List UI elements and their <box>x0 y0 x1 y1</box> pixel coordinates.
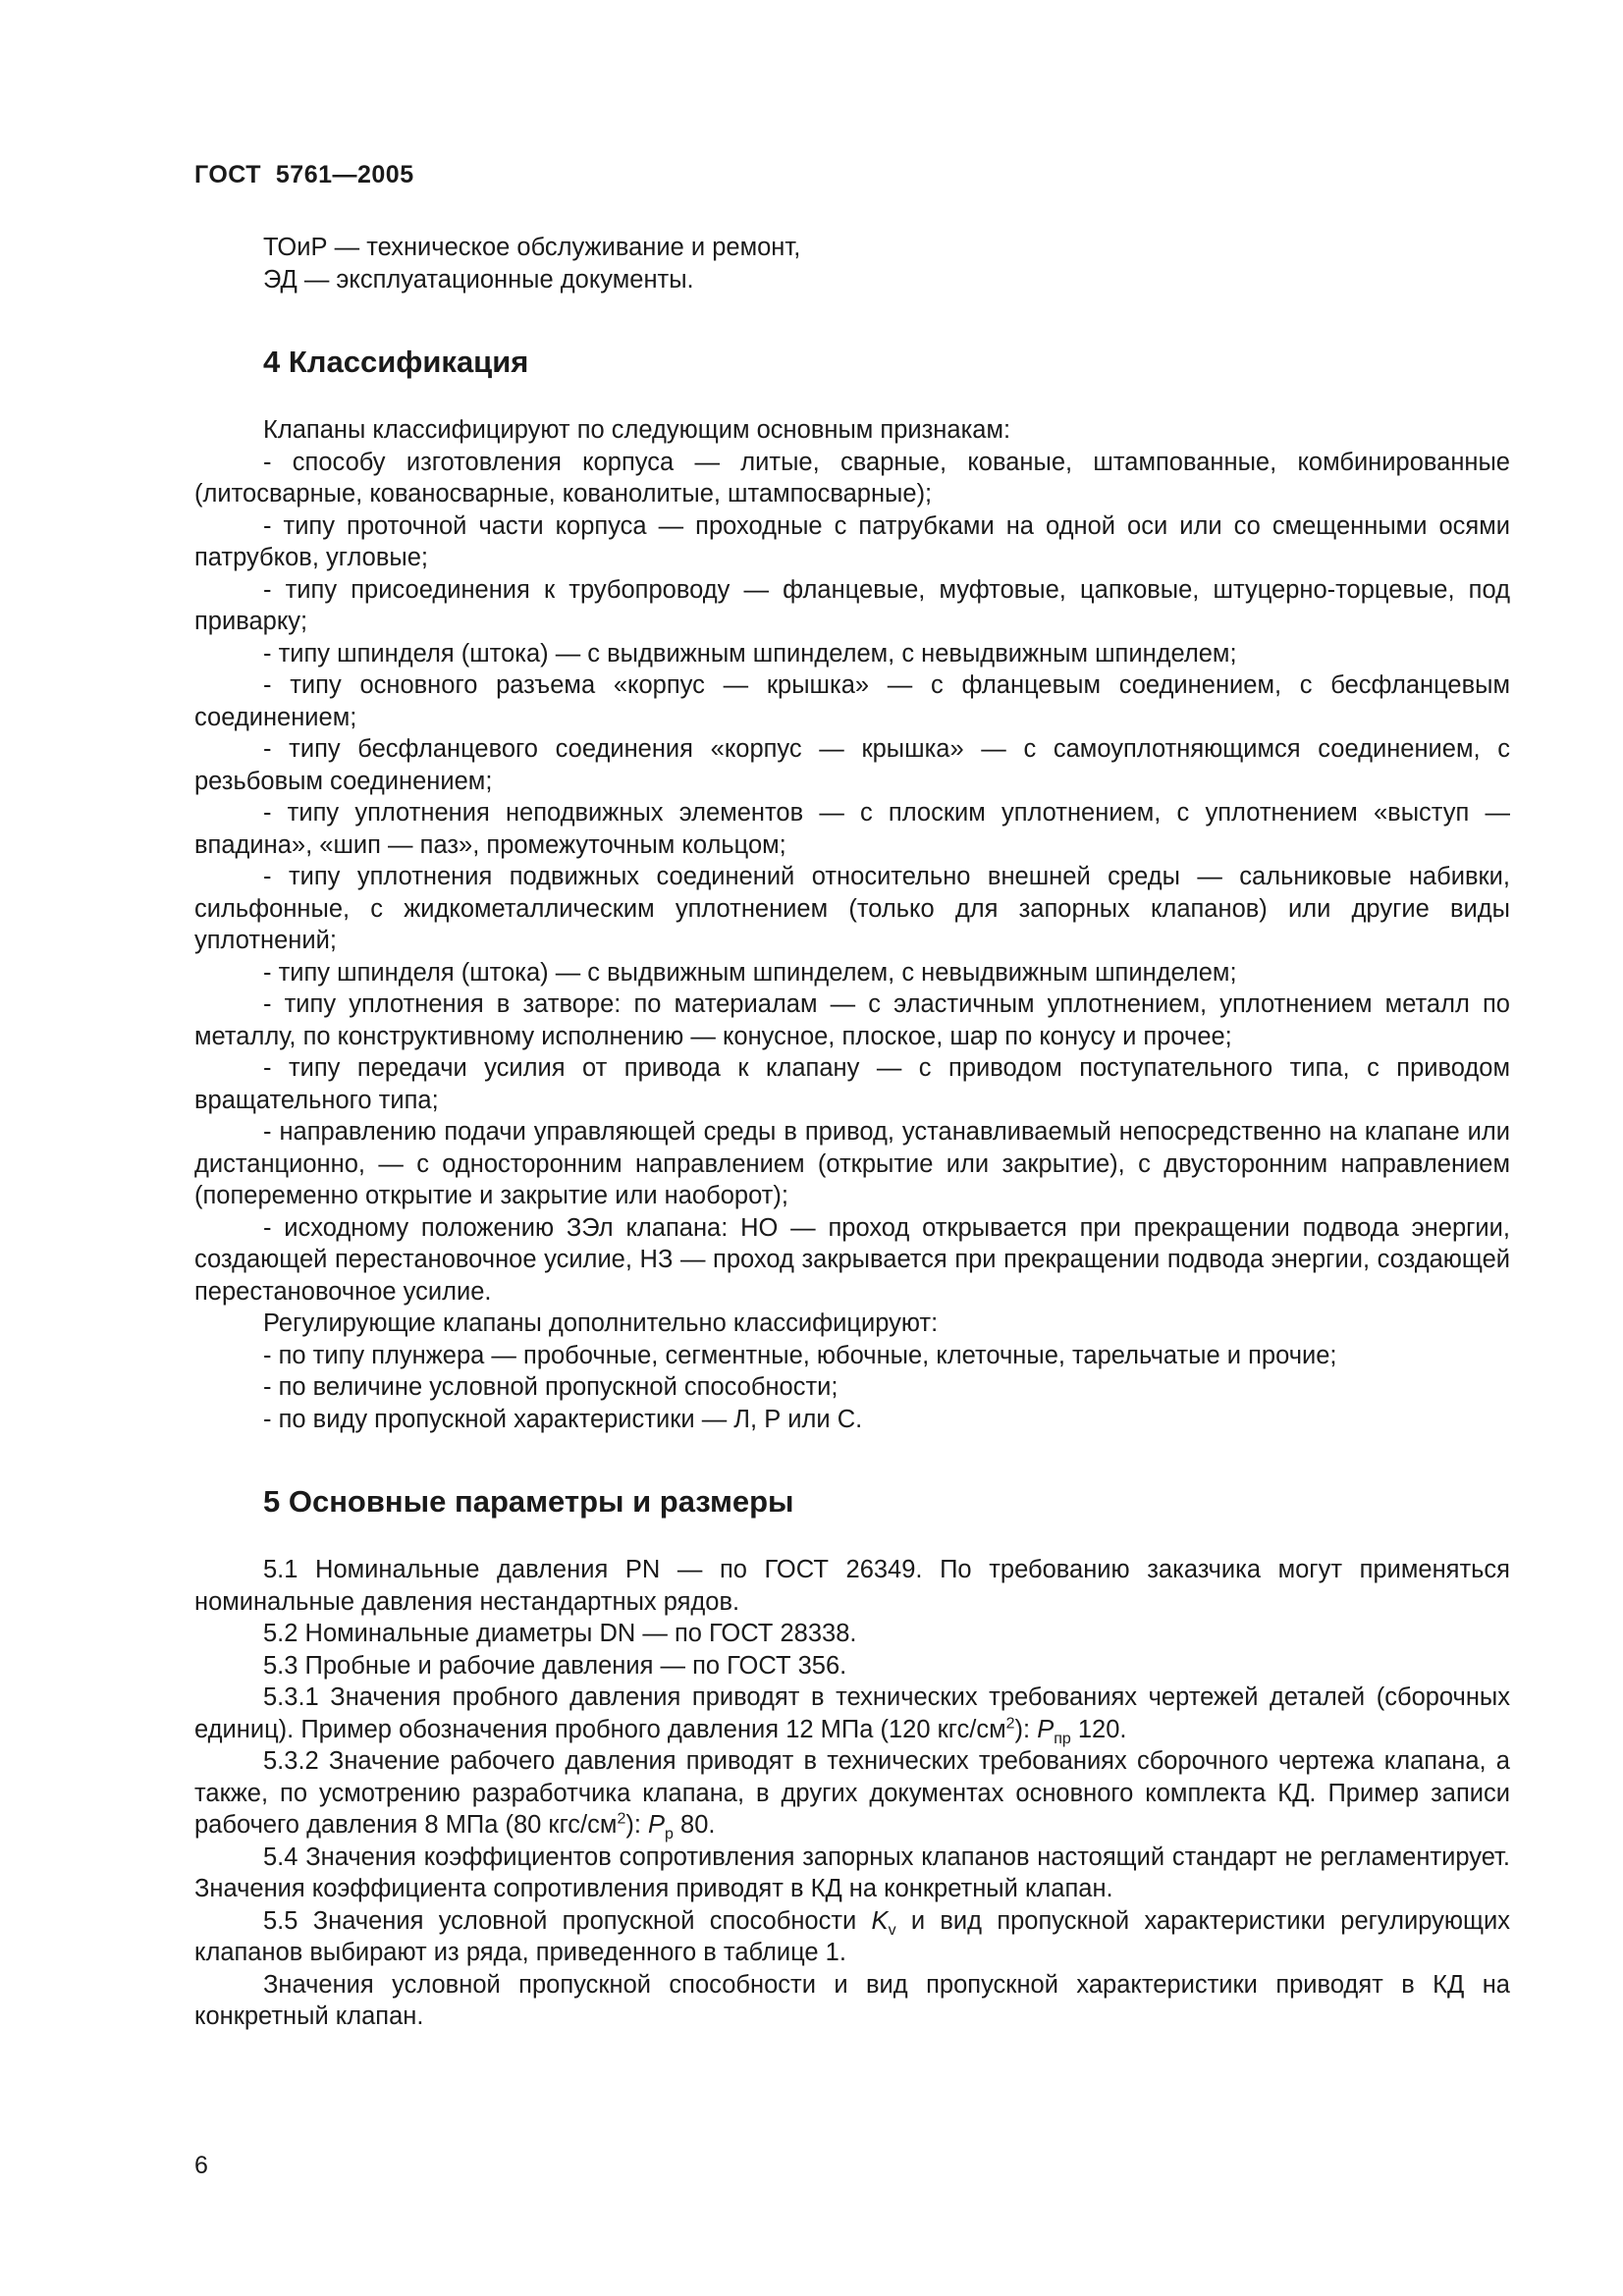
classification-item: - типу основного разъема «корпус — крышка» — с фланцевым соединением, с бесфланцевым соединением; <box>194 671 1510 731</box>
section-4-heading: 4 Классификация <box>263 345 529 379</box>
regulating-item: - по величине условной пропускной способности; <box>263 1373 839 1401</box>
clause-5-3: 5.3 Пробные и рабочие давления — по ГОСТ 356. <box>263 1651 847 1680</box>
document-header: ГОСТ 5761—2005 <box>194 161 414 188</box>
classification-item: - типу уплотнения неподвижных элементов — с плоским уплотнением, с уплотнением «выступ — впадина», «шип — паз», промежуточным кольцом; <box>194 799 1510 859</box>
regulating-item: - по виду пропускной характеристики — Л, Р или С. <box>263 1405 863 1433</box>
classification-item: - типу бесфланцевого соединения «корпус — крышка» — с самоуплотняющимся соединением, с резьбовым соединением; <box>194 735 1510 795</box>
classification-item: - типу присоединения к трубопроводу — фланцевые, муфтовые, цапковые, штуцерно-торцевые, под приварку; <box>194 575 1510 635</box>
classification-item: - типу шпинделя (штока) — с выдвижным шпинделем, с невыдвижным шпинделем; <box>263 639 1237 667</box>
page-content <box>194 232 1510 2033</box>
clause-5-2: 5.2 Номинальные диаметры DN — по ГОСТ 28338. <box>263 1620 857 1647</box>
clause-5-5: 5.5 Значения условной пропускной способности $K_v$ и вид пропускной характеристики регулирующих клапанов выбирают из ряда, приведенного в таблице 1. <box>194 1906 1510 1966</box>
classification-item: - направлению подачи управляющей среды в привод, устанавливаемый непосредственно на клапане или дистанционно, — с односторонним направлением (открытие или закрытие), с двусторонним направлением (попеременно открытие и закрытие или наоборот); <box>194 1118 1510 1209</box>
classification-item: - типу уплотнения подвижных соединений относительно внешней среды — сальниковые набивки, сильфонные, с жидкометаллическим уплотнением (только для запорных клапанов) или другие виды уплотнений; <box>194 863 1510 954</box>
regulating-item: - по типу плунжера — пробочные, сегментные, юбочные, клеточные, тарельчатые и прочие; <box>263 1341 1337 1369</box>
section-4-intro: Клапаны классифицируют по следующим основным признакам: <box>263 416 1011 444</box>
regulating-intro: Регулирующие клапаны дополнительно классифицируют: <box>263 1309 939 1337</box>
classification-item: - типу передачи усилия от привода к клапану — с приводом поступательного типа, с приводом вращательного типа; <box>194 1054 1510 1114</box>
clause-5-5-note: Значения условной пропускной способности и вид пропускной характеристики приводят в КД на конкретный клапан. <box>194 1970 1510 2030</box>
clause-5-4: 5.4 Значения коэффициентов сопротивления запорных клапанов настоящий стандарт не регламентирует. Значения коэффициента сопротивления приводят в КД на конкретный клапан. <box>194 1842 1510 1902</box>
classification-item: - типу шпинделя (штока) — с выдвижным шпинделем, с невыдвижным шпинделем; <box>263 958 1237 987</box>
abbreviation-line: ЭД — эксплуатационные документы. <box>263 265 694 294</box>
classification-item: - типу проточной части корпуса — проходные с патрубками на одной оси или со смещенными осями патрубков, угловые; <box>194 511 1510 571</box>
classification-item: - исходному положению ЗЭл клапана: НО — проход открывается при прекращении подвода энергии, создающей перестановочное усилие, НЗ — проход закрывается при прекращении подвода энергии, создающей перестановочное усилие. <box>194 1213 1510 1306</box>
clause-5-1: 5.1 Номинальные давления PN — по ГОСТ 26349. По требованию заказчика могут применяться номинальные давления нестандартных рядов. <box>194 1556 1510 1616</box>
classification-item: - способу изготовления корпуса — литые, сварные, кованые, штампованные, комбинированные (литосварные, кованосварные, кованолитые, штампосварные); <box>194 448 1510 507</box>
abbreviation-line: ТОиР — техническое обслуживание и ремонт, <box>263 234 801 261</box>
section-5-heading: 5 Основные параметры и размеры <box>263 1484 794 1519</box>
classification-item: - типу уплотнения в затворе: по материалам — с эластичным уплотнением, уплотнением металл по металлу, по конструктивному исполнению — конусное, плоское, шар по конусу и прочее; <box>194 990 1510 1050</box>
clause-5-3-1: 5.3.1 Значения пробного давления приводят в технических требованиях чертежей деталей (сборочных единиц). Пример обозначения пробного давления 12 МПа (120 кгс/$см^2$): $P_{пр}$ 120. <box>194 1683 1510 1747</box>
clause-5-3-2: 5.3.2 Значение рабочего давления приводят в технических требованиях сборочного чертежа клапана, а также, по усмотрению разработчика клапана, в других документах основного комплекта КД. Пример записи рабочего давления 8 МПа (80 кгс/$см^2$): $P_р$ 80. <box>194 1747 1510 1843</box>
page-number: 6 <box>194 2152 208 2179</box>
